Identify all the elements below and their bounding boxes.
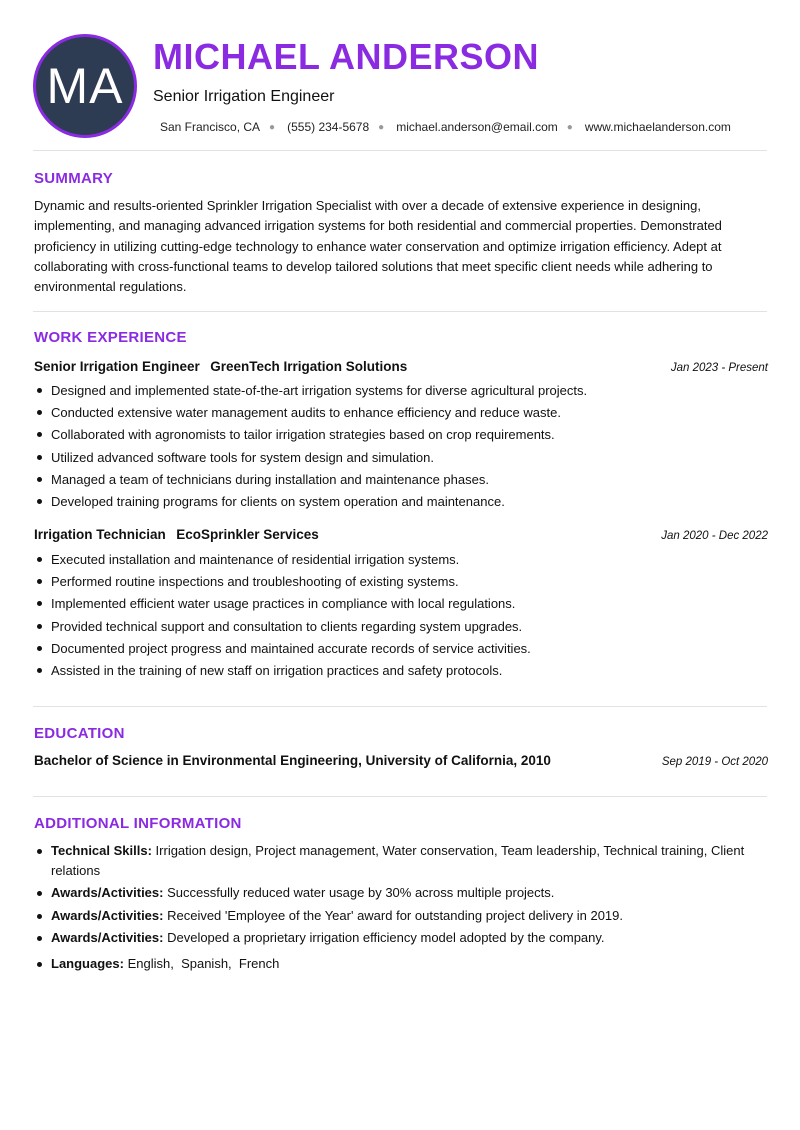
education-entry bbox=[34, 753, 768, 768]
info-label: Languages: bbox=[51, 956, 124, 972]
job-title: Senior Irrigation Engineer bbox=[34, 359, 200, 374]
contact-email[interactable]: michael.anderson@email.com bbox=[396, 120, 558, 134]
list-item: Conducted extensive water management audits to enhance efficiency and reduce waste. bbox=[34, 402, 764, 424]
list-item bbox=[34, 954, 764, 974]
list-item: Managed a team of technicians during installation and maintenance phases. bbox=[34, 469, 764, 491]
list-item bbox=[34, 883, 764, 903]
education-heading: EDUCATION bbox=[34, 725, 125, 742]
info-label: Awards/Activities: bbox=[51, 907, 164, 923]
divider bbox=[33, 311, 767, 312]
job-header bbox=[34, 526, 768, 544]
avatar-initials: MA bbox=[46, 58, 124, 114]
list-item: Implemented efficient water usage practices in compliance with local regulations. bbox=[34, 593, 764, 615]
info-text: Developed a proprietary irrigation efficiency model adopted by the company. bbox=[167, 930, 605, 946]
divider bbox=[33, 796, 767, 797]
summary-text: Dynamic and results-oriented Sprinkler Irrigation Specialist with over a decade of extensive experience in designing, implementing, and managing advanced irrigation systems for both residential and commercial properties. Demonstrated proficiency in utilizing cutting-edge technology to enhance water conservation and optimize irrigation efficiency. Adept at collaborating with cross-functional teams to develop tailored solutions that meet specific client needs while adhering to environmental regulations. bbox=[34, 198, 722, 295]
list-item: Performed routine inspections and troubleshooting of existing systems. bbox=[34, 571, 764, 593]
job-dates: Jan 2023 - Present bbox=[670, 362, 768, 374]
list-item: Documented project progress and maintained accurate records of service activities. bbox=[34, 638, 764, 660]
divider bbox=[33, 706, 767, 707]
separator-dot-icon: ● bbox=[566, 121, 573, 133]
list-item bbox=[34, 841, 764, 881]
divider bbox=[33, 150, 767, 151]
additional-info-list bbox=[34, 841, 764, 977]
info-text: English, Spanish, French bbox=[127, 956, 280, 972]
avatar bbox=[33, 34, 137, 138]
info-label: Awards/Activities: bbox=[51, 885, 164, 901]
list-item: Executed installation and maintenance of residential irrigation systems. bbox=[34, 549, 764, 571]
contact-website[interactable]: www.michaelanderson.com bbox=[584, 120, 731, 134]
job-bullet-list bbox=[34, 549, 764, 682]
job-company: GreenTech Irrigation Solutions bbox=[210, 359, 408, 374]
job-header bbox=[34, 358, 768, 376]
separator-dot-icon: ● bbox=[378, 121, 385, 133]
list-item: Developed training programs for clients on system operation and maintenance. bbox=[34, 491, 764, 513]
experience-heading: WORK EXPERIENCE bbox=[34, 329, 187, 346]
job-company: EcoSprinkler Services bbox=[176, 527, 319, 542]
info-label: Technical Skills: bbox=[51, 843, 152, 858]
info-label: Awards/Activities: bbox=[51, 930, 164, 946]
job-dates: Jan 2020 - Dec 2022 bbox=[661, 530, 768, 542]
info-text: Successfully reduced water usage by 30% across multiple projects. bbox=[167, 885, 555, 901]
additional-heading: ADDITIONAL INFORMATION bbox=[34, 815, 242, 832]
job-title: Irrigation Technician bbox=[34, 527, 166, 542]
job-bullet-list bbox=[34, 380, 764, 513]
education-degree: Bachelor of Science in Environmental Engineering, University of California, 2010 bbox=[34, 753, 551, 768]
separator-dot-icon: ● bbox=[269, 121, 276, 133]
info-text: Received 'Employee of the Year' award for outstanding project delivery in 2019. bbox=[167, 907, 624, 923]
list-item bbox=[34, 928, 764, 948]
education-dates: Sep 2019 - Oct 2020 bbox=[661, 756, 768, 768]
candidate-role: Senior Irrigation Engineer bbox=[153, 88, 335, 105]
list-item bbox=[34, 906, 764, 926]
candidate-name: MICHAEL ANDERSON bbox=[153, 36, 540, 77]
contact-bar bbox=[160, 120, 731, 134]
contact-location: San Francisco, CA bbox=[160, 120, 261, 134]
list-item: Utilized advanced software tools for system design and simulation. bbox=[34, 447, 764, 469]
list-item: Provided technical support and consultation to clients regarding system upgrades. bbox=[34, 616, 764, 638]
summary-heading: SUMMARY bbox=[34, 170, 114, 187]
contact-phone[interactable]: (555) 234-5678 bbox=[287, 120, 370, 134]
info-text: Irrigation design, Project management, Water conservation, Team leadership, Technical training, Client relations bbox=[51, 843, 745, 878]
list-item: Collaborated with agronomists to tailor irrigation strategies based on crop requirements. bbox=[34, 424, 764, 446]
list-item: Assisted in the training of new staff on irrigation practices and safety protocols. bbox=[34, 660, 764, 682]
list-item: Designed and implemented state-of-the-art irrigation systems for diverse agricultural projects. bbox=[34, 380, 764, 402]
